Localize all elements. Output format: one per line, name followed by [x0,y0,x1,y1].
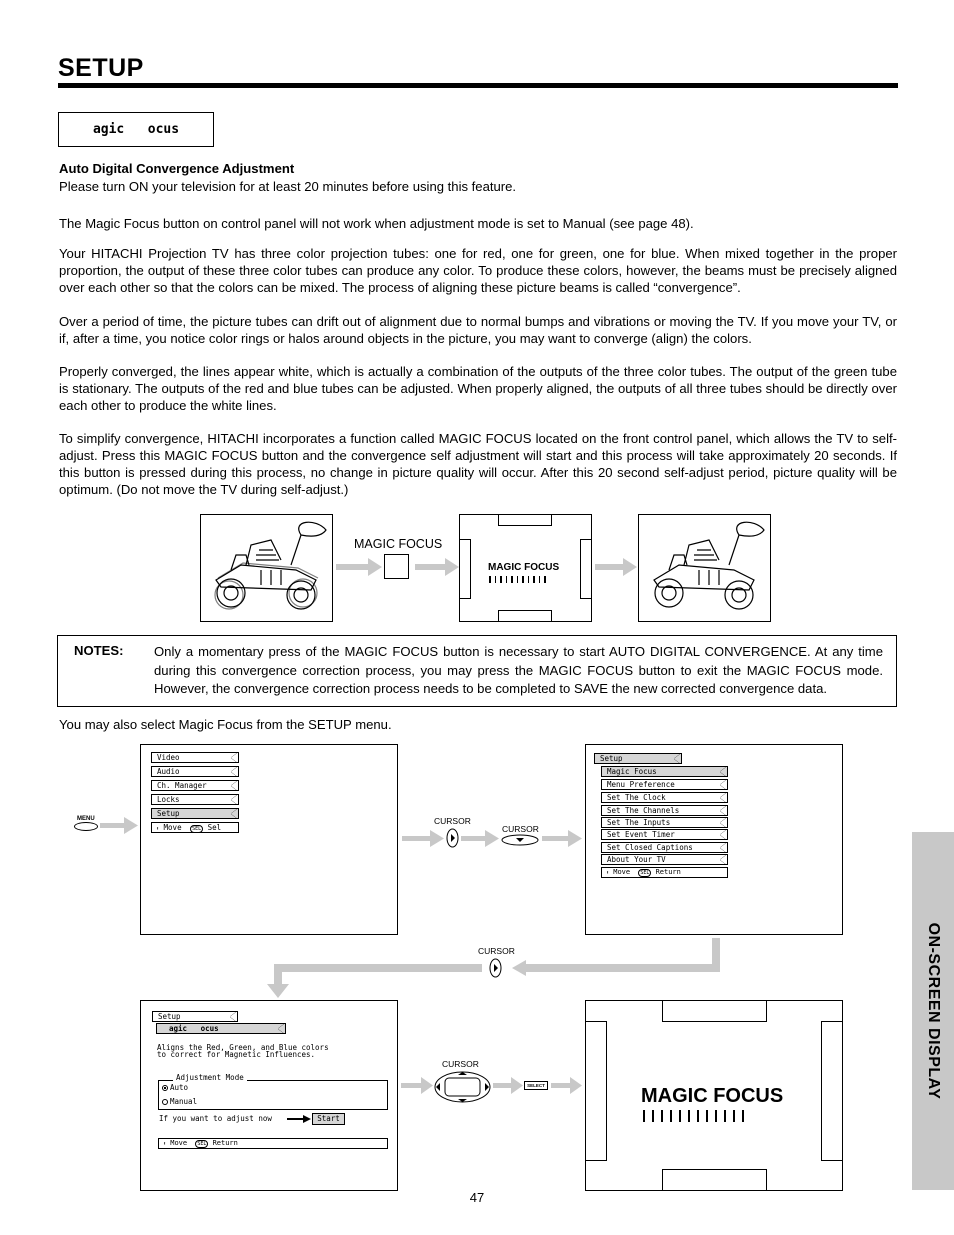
title-rule [58,83,898,88]
magic-focus-button[interactable] [384,554,409,579]
menu-footer: ⬍ Move SEL Sel [151,822,239,833]
cursor-label: CURSOR [502,824,539,834]
progress-ticks [643,1110,744,1122]
misconverged-picture [200,514,333,622]
setup-item-magic-focus[interactable]: Magic Focus [601,766,728,777]
flow-arrow [461,830,499,847]
flow-arrow [100,817,138,834]
screen-caption: MAGIC FOCUS [488,562,560,573]
screen-marker-left [586,1021,607,1161]
radio-auto[interactable]: Auto [162,1083,188,1092]
cursor-down-button[interactable] [501,834,539,846]
adjust-now-prompt: If you want to adjust now [159,1114,272,1123]
main-menu-panel [140,744,398,935]
progress-ticks [489,576,546,583]
magic-focus-button-caption: MAGIC FOCUS [354,537,443,551]
setup-item-set-the-clock[interactable]: Set The Clock [601,792,728,803]
setup-item-set-the-inputs[interactable]: Set The Inputs [601,817,728,828]
flow-arrow [551,1077,582,1094]
paragraph-6: To simplify convergence, HITACHI incorporates a function called MAGIC FOCUS located on the front control panel, which allows the TV to self-adjust. Press this MAGIC FOCUS button and the convergence self adjustment will start and this process will take approximately 20 seconds. If this button is pressed during this process, no change in picture quality will occur. After this 20 second self-adjust period, picture quality will be optimum. (Do not move the TV during self-adjust.) [59,431,897,497]
flow-arrow [402,830,444,847]
paragraph-5: Properly converged, the lines appear white, which is actually a combination of the outputs of the three color tubes. The output of the green tube is stationary. The outputs of the red and blue tubes can be adjusted. When properly aligned, the outputs of all three tubes should be directly over each other to produce the white lines. [59,364,897,413]
magic-focus-footer: ⬍ Move SEL Return [158,1138,388,1149]
notes-body: Only a momentary press of the MAGIC FOCUS button is necessary to start AUTO DIGITAL CONVERGENCE. At any time during this convergence correction process, you may press the MAGIC FOCUS button to exit the MAGIC FOCUS mode. However, the convergence correction process needs to be completed to SAVE the new corrected convergence data. [154,644,883,696]
menu-label-text: agic ocus [92,122,180,137]
cursor-right-button[interactable] [489,958,502,978]
updown-icon: ⬍ [163,1141,167,1147]
flow-arrow [336,558,382,576]
final-magic-focus-screen [585,1000,843,1191]
arrow-right-icon [287,1115,311,1123]
menu-item-ch-manager[interactable]: Ch. Manager [151,780,239,791]
screen-marker-bottom [498,610,552,621]
lunar-rover-illustration [201,515,331,620]
menu-item-audio[interactable]: Audio [151,766,239,777]
radio-selected-icon [162,1085,168,1091]
flow-arrow [415,558,459,576]
setup-item-menu-preference[interactable]: Menu Preference [601,779,728,790]
cursor-label: CURSOR [478,946,515,956]
paragraph-1: Please turn ON your television for at least 20 minutes before using this feature. [59,179,517,194]
flow-arrow [542,830,582,847]
updown-icon: ⬍ [156,826,160,832]
setup-item-set-closed-captions[interactable]: Set Closed Captions [601,842,728,853]
setup-menu-title: Setup [594,753,682,764]
flow-arrow [401,1077,433,1094]
setup-item-set-the-channels[interactable]: Set The Channels [601,805,728,816]
sel-badge: SEL [197,1141,207,1147]
menu-button-label: MENU [77,816,95,822]
setup-item-about-your-tv[interactable]: About Your TV [601,854,728,865]
menu-item-setup[interactable]: Setup [151,808,239,819]
screen-marker-left [460,539,471,599]
updown-icon: ⬍ [606,870,610,876]
side-tab [912,832,954,1190]
setup-menu-panel [585,744,843,935]
flow-arrow [493,1077,523,1094]
paragraph-3: Your HITACHI Projection TV has three color projection tubes: one for red, one for green, one for blue. When mixed together in the proper proportion, the output of these three color tubes can produce any color. To produce these colors, however, the beams must be precisely aligned over each other so that the colors can be mixed. The process of aligning these picture beams is called “convergence”. [59,246,897,295]
screen-marker-right [580,539,591,599]
side-tab-label: ON-SCREEN DISPLAY [925,922,942,1100]
page-title: SETUP [58,54,144,82]
radio-manual[interactable]: Manual [162,1097,197,1106]
magic-focus-screen [459,514,592,622]
screen-marker-top [662,1001,767,1022]
menu-item-locks[interactable]: Locks [151,794,239,805]
magic-focus-menu-panel [140,1000,398,1191]
screen-marker-bottom [662,1169,767,1190]
notes-label: NOTES: [74,643,124,658]
magic-focus-description: Aligns the Red, Green, and Blue colors to correct for Magnetic Influences. [157,1043,329,1059]
radio-empty-icon [162,1099,168,1105]
converged-picture [638,514,771,622]
adjustment-mode-label: Adjustment Mode [173,1073,247,1082]
screen-marker-right [821,1021,842,1161]
screen-marker-top [498,515,552,526]
section-heading: Auto Digital Convergence Adjustment [59,161,295,176]
setup-menu-footer: ⬍ Move SEL Return [601,867,728,878]
cursor-pad[interactable] [434,1071,491,1103]
cursor-label: CURSOR [434,816,471,826]
menu-item-video[interactable]: Video [151,752,239,763]
paragraph-2: The Magic Focus button on control panel will not work when adjustment mode is set to Manual (see page 48). [59,216,694,231]
cursor-label: CURSOR [442,1059,479,1069]
setup-item-set-event-timer[interactable]: Set Event Timer [601,829,728,840]
breadcrumb: Setup [152,1011,238,1022]
flow-arrow [595,558,637,576]
magic-focus-title: agic ocus [156,1023,286,1034]
menu-label-box [58,112,214,147]
page-number: 47 [469,1190,485,1205]
lunar-rover-illustration [639,515,769,620]
select-button[interactable]: SELECT [524,1081,548,1090]
paragraph-4: Over a period of time, the picture tubes can drift out of alignment due to normal bumps and vibrations or moving the TV. If you move your TV, or if, after a time, you notice color rings or halos around objects in the picture, you may want to converge (align) the colors. [59,314,897,346]
sel-badge: SEL [192,826,202,832]
screen-caption: MAGIC FOCUS [641,1085,784,1107]
setup-intro: You may also select Magic Focus from the SETUP menu. [59,717,392,732]
cursor-right-button[interactable] [446,828,459,848]
menu-button[interactable] [74,822,98,831]
sel-badge: SEL [640,870,650,876]
start-button[interactable]: Start [312,1113,345,1125]
